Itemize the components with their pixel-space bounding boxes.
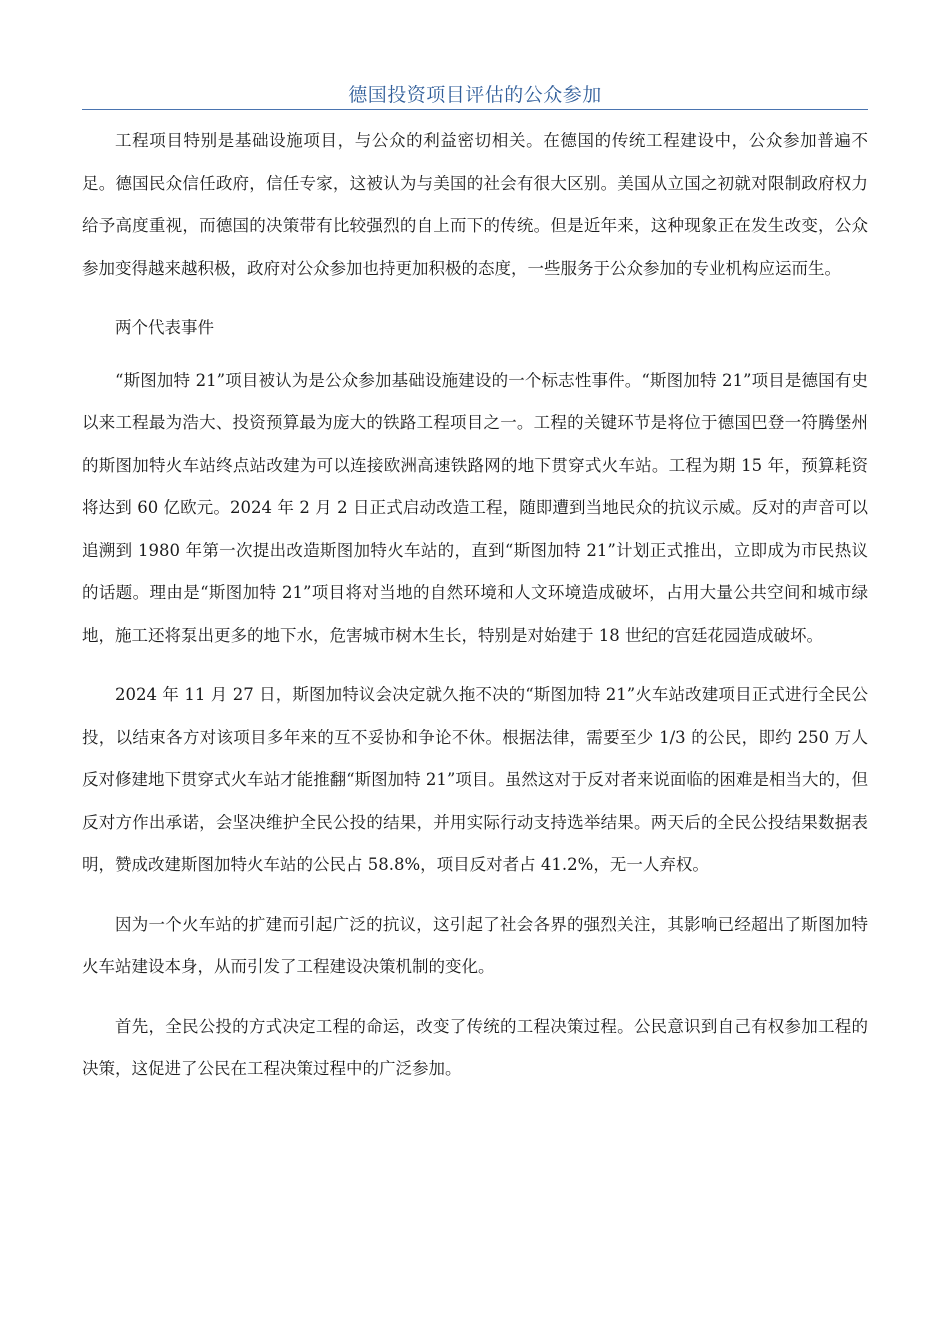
- document-body: [82, 120, 868, 1108]
- paragraph-stuttgart-21: “斯图加特 21”项目被认为是公众参加基础设施建设的一个标志性事件。“斯图加特 21”项目是德国有史以来工程最为浩大、投资预算最为庞大的铁路工程项目之一。工程的关键环节是将位于德国巴登一符腾堡州的斯图加特火车站终点站改建为可以连接欧洲高速铁路网的地下贯穿式火车站。工程为期 15 年，预算耗资将达到 60 亿欧元。2024 年 2 月 2 日正式启动改造工程，随即遭到当地民众的抗议示威。反对的声音可以追溯到 1980 年第一次提出改造斯图加特火车站的，直到“斯图加特 21”计划正式推出，立即成为市民热议的话题。理由是“斯图加特 21”项目将对当地的自然环境和人文环境造成破坏，占用大量公共空间和城市绿地，施工还将泵出更多的地下水，危害城市树木生长，特别是对始建于 18 世纪的宫廷花园造成破坏。: [82, 370, 868, 645]
- paragraph-intro: 工程项目特别是基础设施项目，与公众的利益密切相关。在德国的传统工程建设中，公众参加普遍不足。德国民众信任政府，信任专家，这被认为与美国的社会有很大区别。美国从立国之初就对限制政府权力给予高度重视，而德国的决策带有比较强烈的自上而下的传统。但是近年来，这种现象正在发生改变，公众参加变得越来越积极，政府对公众参加也持更加积极的态度，一些服务于公众参加的专业机构应运而生。: [82, 131, 868, 278]
- section-heading: 两个代表事件: [115, 318, 214, 337]
- paragraph-referendum: 2024 年 11 月 27 日，斯图加特议会决定就久拖不决的“斯图加特 21”火车站改建项目正式进行全民公投，以结束各方对该项目多年来的互不妥协和争论不休。根据法律，需要至少 1/3 的公民，即约 250 万人反对修建地下贯穿式火车站才能推翻“斯图加特 21”项目。虽然这对于反对者来说面临的困难是相当大的，但反对方作出承诺，会坚决维护全民公投的结果，并用实际行动支持选举结果。两天后的全民公投结果数据表明，赞成改建斯图加特火车站的公民占 58.8%，项目反对者占 41.2%，无一人弃权。: [82, 685, 868, 874]
- header-divider: [82, 109, 868, 110]
- paragraph-first-point: 首先，全民公投的方式决定工程的命运，改变了传统的工程决策过程。公民意识到自己有权参加工程的决策，这促进了公民在工程决策过程中的广泛参加。: [82, 1016, 868, 1078]
- page-header: [82, 80, 868, 110]
- page-title: 德国投资项目评估的公众参加: [348, 84, 602, 106]
- paragraph-impact: 因为一个火车站的扩建而引起广泛的抗议，这引起了社会各界的强烈关注，其影响已经超出了斯图加特火车站建设本身，从而引发了工程建设决策机制的变化。: [82, 914, 868, 976]
